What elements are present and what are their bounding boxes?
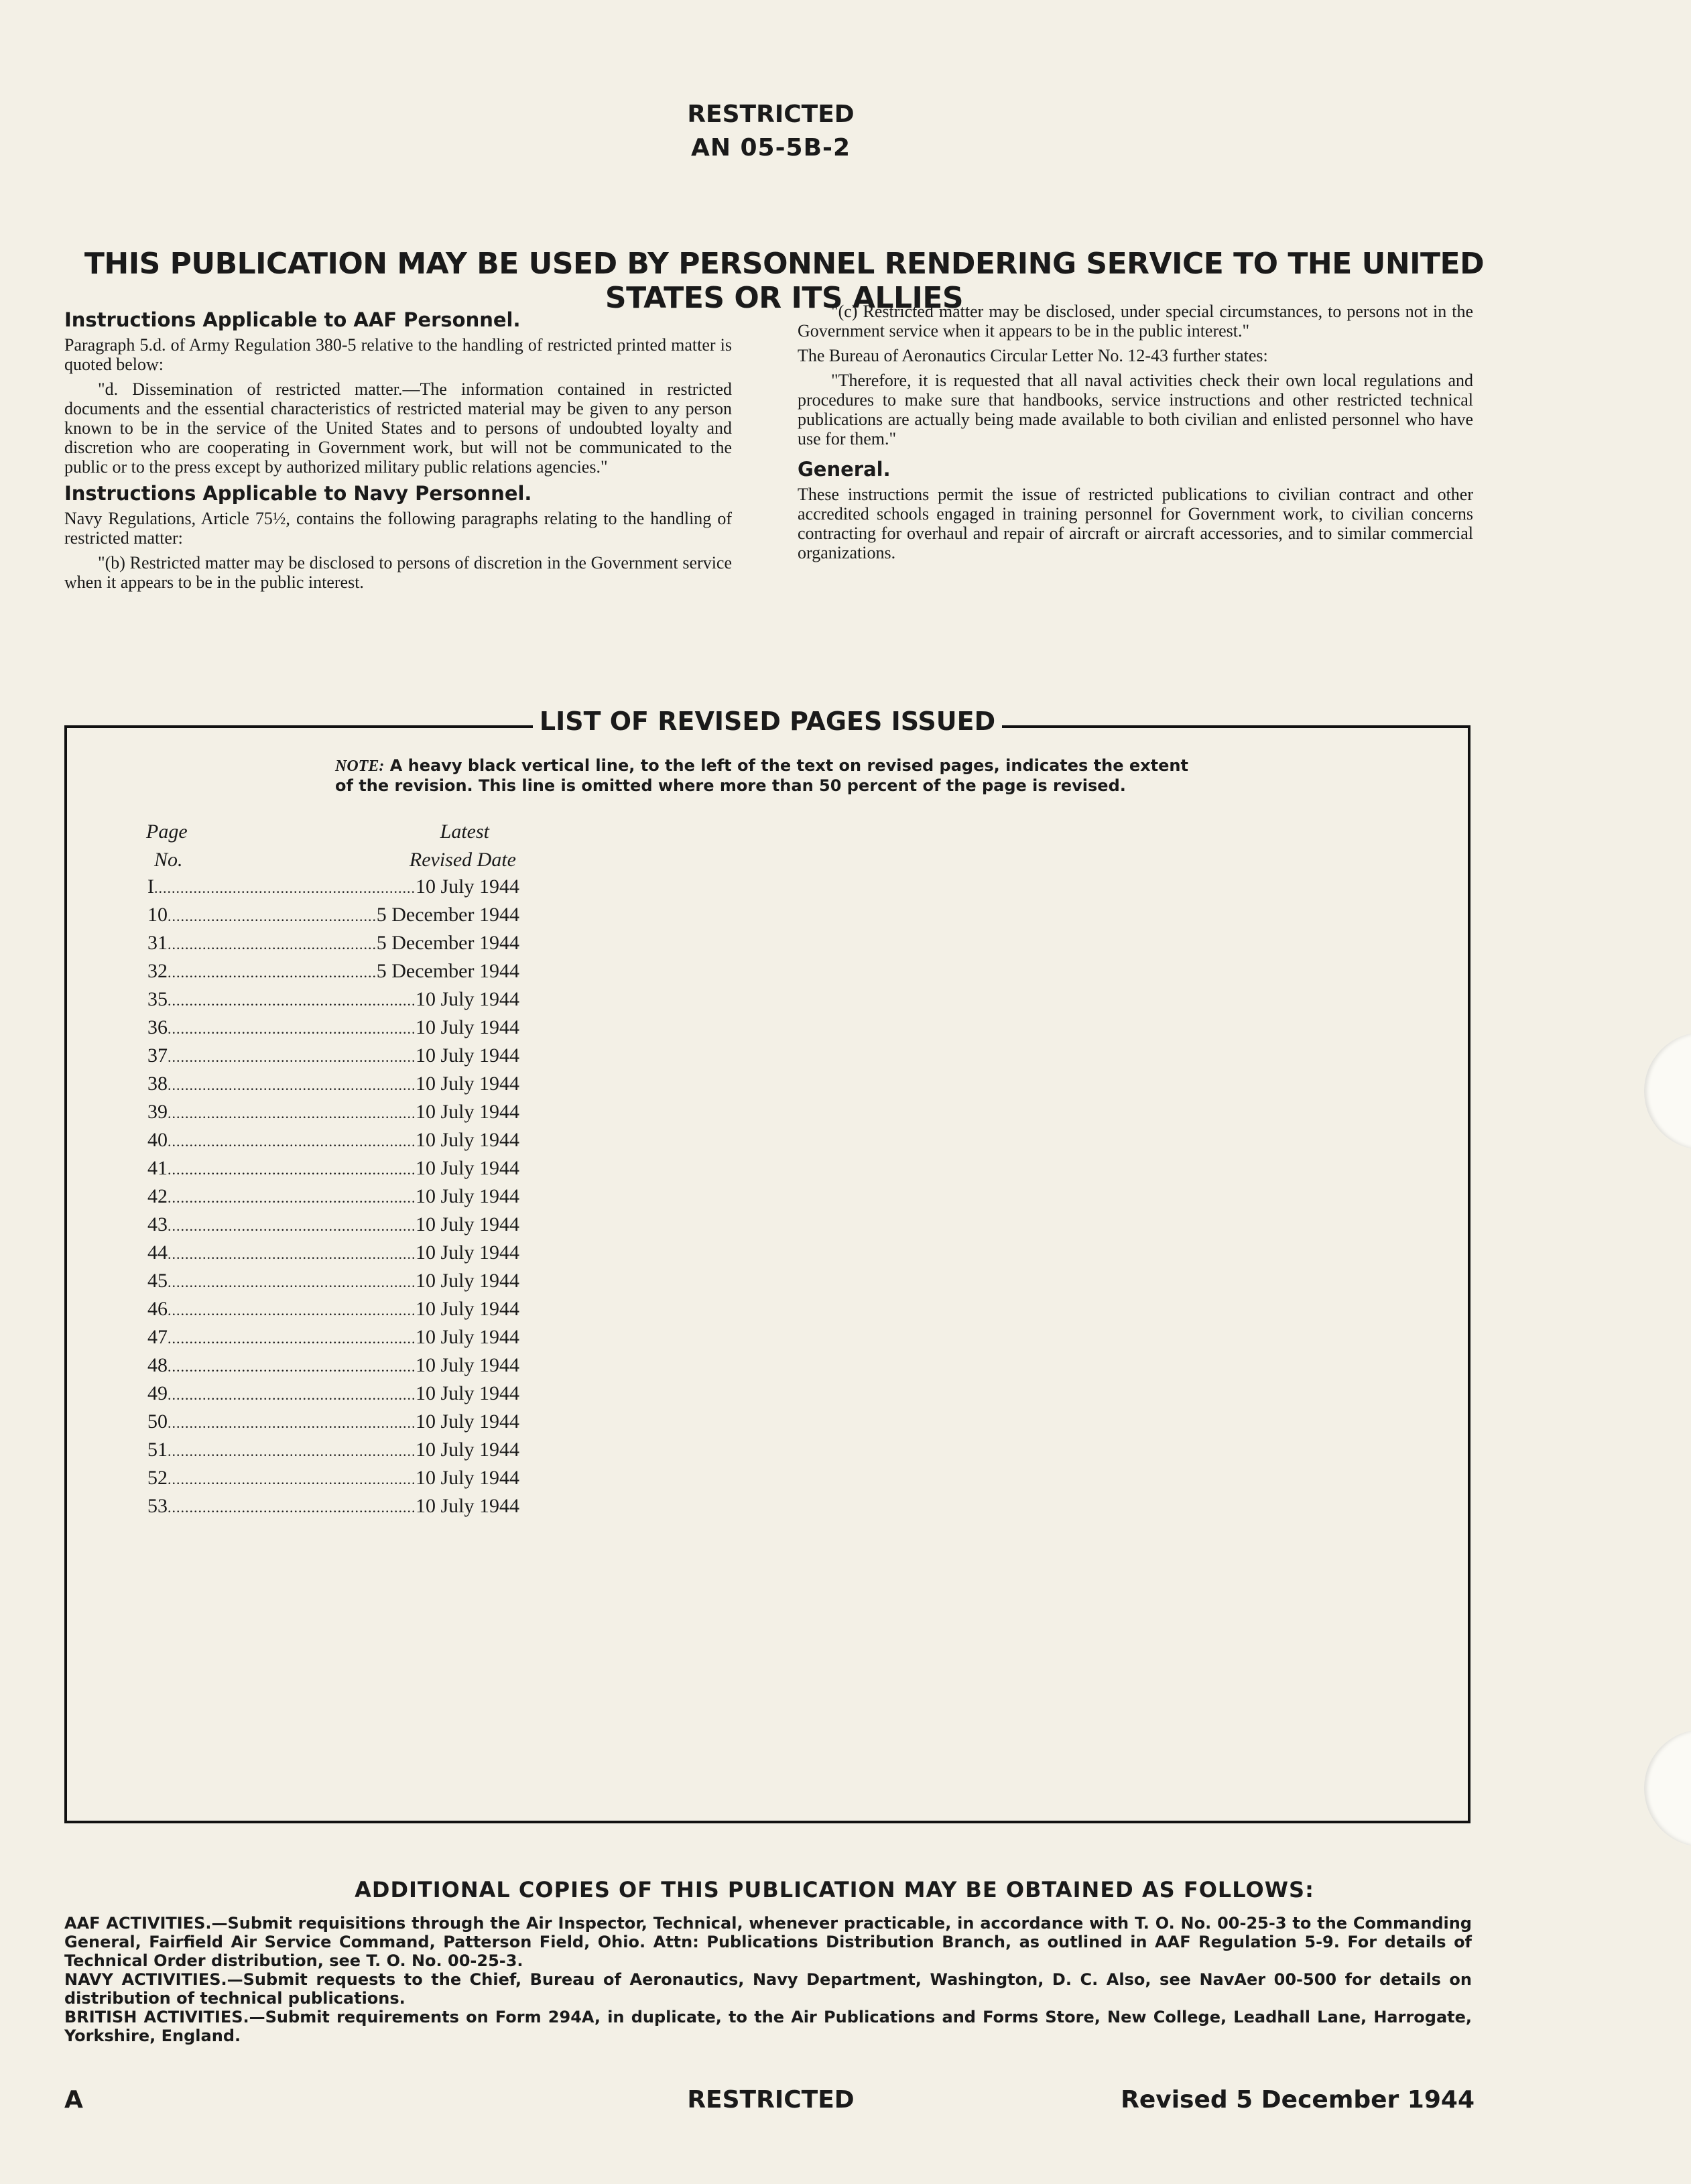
row-revised-date: 10 July 1944: [415, 1439, 519, 1461]
dot-leader: [168, 992, 416, 1010]
row-revised-date: 10 July 1944: [415, 1298, 519, 1320]
row-revised-date: 10 July 1944: [415, 1016, 519, 1038]
revised-page-row: [147, 1326, 519, 1354]
row-page-number: 39: [147, 1101, 168, 1123]
note-label: NOTE:: [335, 757, 385, 775]
navy-paragraph-2: "(b) Restricted matter may be disclosed to persons of discretion in the Government service when it appears to be in the public interest.: [64, 553, 732, 592]
revised-page-row: [147, 875, 519, 904]
revised-page-row: [147, 1073, 519, 1101]
dot-leader: [168, 1246, 416, 1263]
dot-leader: [168, 1105, 416, 1122]
dot-leader: [168, 936, 377, 953]
row-page-number: 32: [147, 960, 168, 982]
revised-page-row: [147, 904, 519, 932]
navy-activities: NAVY ACTIVITIES.—Submit requests to the Chief, Bureau of Aeronautics, Navy Department, Washington, D. C. Also, see NavAer 00-500 for details on distribution of technical publications.: [64, 1970, 1472, 2008]
binder-hole: [1644, 1730, 1691, 1847]
row-page-number: 51: [147, 1439, 168, 1461]
revised-pages-title: LIST OF REVISED PAGES ISSUED: [0, 707, 1535, 736]
general-paragraph: These instructions permit the issue of restricted publications to civilian contract and other accredited schools engaged in training personnel for Government work, to civilian concerns contracting for overhaul and repair of aircraft or aircraft accessories, and to similar commercial organizations.: [798, 485, 1473, 562]
right-paragraph-3: "Therefore, it is requested that all naval activities check their own local regulations and procedures to make sure that handbooks, service instructions and other restricted technical publications are actually being made available to both civilian and enlisted personnel who have use for them.": [798, 371, 1473, 448]
row-revised-date: 10 July 1944: [415, 1467, 519, 1489]
row-revised-date: 10 July 1944: [415, 1044, 519, 1067]
additional-copies-text: [64, 1914, 1472, 2045]
dot-leader: [168, 1386, 416, 1404]
row-page-number: 35: [147, 988, 168, 1010]
document-number: AN 05-5B-2: [690, 134, 851, 162]
aaf-activities: AAF ACTIVITIES.—Submit requisitions through the Air Inspector, Technical, whenever practicable, in accordance with T. O. No. 00-25-3 to the Commanding General, Fairfield Air Service Command, Patterson Field, Ohio. Attn: Publications Distribution Branch, as outlined in AAF Regulation 5-9. For details of Technical Order distribution, see T. O. No. 00-25-3.: [64, 1914, 1472, 1970]
dot-leader: [168, 1020, 416, 1038]
row-revised-date: 10 July 1944: [415, 875, 519, 898]
dot-leader: [168, 1414, 416, 1432]
revision-note: [335, 756, 1206, 796]
dot-leader: [168, 1471, 416, 1488]
revised-page-row: [147, 960, 519, 988]
row-revised-date: 10 July 1944: [415, 1270, 519, 1292]
right-paragraph-1: "(c) Restricted matter may be disclosed, under special circumstances, to persons not in the Government service when it appears to be in the public interest.": [798, 302, 1473, 341]
row-revised-date: 5 December 1944: [376, 904, 519, 926]
row-page-number: 38: [147, 1073, 168, 1095]
row-revised-date: 10 July 1944: [415, 1326, 519, 1348]
dot-leader: [168, 1499, 416, 1516]
dot-leader: [168, 1443, 416, 1460]
navy-heading: Instructions Applicable to Navy Personnel.: [64, 482, 532, 505]
usage-banner: THIS PUBLICATION MAY BE USED BY PERSONNEL RENDERING SERVICE TO THE UNITED STATES OR ITS ALLIES: [84, 247, 1485, 315]
row-revised-date: 10 July 1944: [415, 1382, 519, 1404]
row-page-number: 40: [147, 1129, 168, 1151]
revised-page-row: [147, 1157, 519, 1185]
aaf-paragraph-2: "d. Dissemination of restricted matter.—The information contained in restricted documents and the essential characteristics of restricted material may be given to any person known to be in the service of the United States and to persons of undoubted loyalty and discretion who are cooperating in Government work, but will not be communicated to the public or to the press except by authorized military public relations agencies.": [64, 379, 732, 477]
row-revised-date: 10 July 1944: [415, 1241, 519, 1264]
revised-page-row: [147, 1044, 519, 1073]
left-column: [64, 308, 732, 597]
revised-page-row: [147, 1410, 519, 1439]
row-page-number: 31: [147, 932, 168, 954]
row-page-number: 10: [147, 904, 168, 926]
binder-hole: [1644, 1032, 1691, 1150]
row-page-number: 48: [147, 1354, 168, 1376]
row-page-number: 47: [147, 1326, 168, 1348]
revised-page-row: [147, 1185, 519, 1213]
row-revised-date: 10 July 1944: [415, 1073, 519, 1095]
row-page-number: 53: [147, 1495, 168, 1517]
additional-copies-title: ADDITIONAL COPIES OF THIS PUBLICATION MAY BE OBTAINED AS FOLLOWS:: [355, 1877, 1314, 1902]
row-page-number: 37: [147, 1044, 168, 1067]
row-revised-date: 10 July 1944: [415, 1129, 519, 1151]
row-page-number: 44: [147, 1241, 168, 1264]
dot-leader: [168, 1048, 416, 1066]
revised-page-row: [147, 932, 519, 960]
dot-leader: [168, 1274, 416, 1291]
dot-leader: [168, 1217, 416, 1235]
dot-leader: [168, 908, 377, 925]
row-page-number: I: [147, 875, 154, 898]
row-page-number: 52: [147, 1467, 168, 1489]
row-revised-date: 10 July 1944: [415, 1101, 519, 1123]
note-text: A heavy black vertical line, to the left of the text on revised pages, indicates the extent of the revision. This line is omitted where more than 50 percent of the page is revised.: [335, 756, 1188, 795]
dot-leader: [168, 1133, 416, 1150]
row-page-number: 42: [147, 1185, 168, 1207]
page-column-header: Page No.: [146, 821, 188, 871]
revised-page-row: [147, 1298, 519, 1326]
row-revised-date: 10 July 1944: [415, 1157, 519, 1179]
row-page-number: 41: [147, 1157, 168, 1179]
dot-leader: [168, 1330, 416, 1347]
row-revised-date: 10 July 1944: [415, 1354, 519, 1376]
revised-page-row: [147, 1213, 519, 1241]
row-revised-date: 10 July 1944: [415, 1410, 519, 1433]
general-heading: General.: [798, 458, 891, 481]
row-page-number: 43: [147, 1213, 168, 1235]
row-page-number: 36: [147, 1016, 168, 1038]
dot-leader: [154, 879, 416, 897]
revised-page-row: [147, 1439, 519, 1467]
row-revised-date: 10 July 1944: [415, 988, 519, 1010]
dot-leader: [168, 1358, 416, 1376]
revised-page-row: [147, 1016, 519, 1044]
classification-header: RESTRICTED: [687, 101, 855, 128]
right-column: [798, 302, 1473, 568]
dot-leader: [168, 964, 377, 981]
row-revised-date: 10 July 1944: [415, 1185, 519, 1207]
row-page-number: 46: [147, 1298, 168, 1320]
revised-page-row: [147, 1129, 519, 1157]
row-revised-date: 10 July 1944: [415, 1495, 519, 1517]
revision-date: Revised 5 December 1944: [1121, 2086, 1475, 2114]
dot-leader: [168, 1302, 416, 1319]
british-activities: BRITISH ACTIVITIES.—Submit requirements on Form 294A, in duplicate, to the Air Publications and Forms Store, New College, Leadhall Lane, Harrogate, Yorkshire, England.: [64, 2008, 1472, 2045]
aaf-heading: Instructions Applicable to AAF Personnel.: [64, 308, 521, 331]
footer-classification: RESTRICTED: [687, 2086, 855, 2114]
revised-page-row: [147, 1354, 519, 1382]
dot-leader: [168, 1161, 416, 1178]
revised-page-row: [147, 1495, 519, 1523]
revised-page-row: [147, 1382, 519, 1410]
navy-paragraph-1: Navy Regulations, Article 75½, contains the following paragraphs relating to the handling of restricted matter:: [64, 509, 732, 548]
revised-page-row: [147, 1467, 519, 1495]
page-letter: A: [64, 2086, 83, 2114]
row-page-number: 45: [147, 1270, 168, 1292]
revised-page-row: [147, 1101, 519, 1129]
date-column-header: Latest Revised Date: [409, 821, 516, 871]
row-revised-date: 5 December 1944: [376, 932, 519, 954]
dot-leader: [168, 1077, 416, 1094]
dot-leader: [168, 1189, 416, 1207]
row-page-number: 50: [147, 1410, 168, 1433]
row-page-number: 49: [147, 1382, 168, 1404]
revised-page-row: [147, 988, 519, 1016]
right-paragraph-2: The Bureau of Aeronautics Circular Letter No. 12-43 further states:: [798, 346, 1268, 365]
revised-page-row: [147, 1241, 519, 1270]
row-revised-date: 5 December 1944: [376, 960, 519, 982]
row-revised-date: 10 July 1944: [415, 1213, 519, 1235]
revised-page-row: [147, 1270, 519, 1298]
aaf-paragraph-1: Paragraph 5.d. of Army Regulation 380-5 relative to the handling of restricted printed matter is quoted below:: [64, 335, 732, 374]
